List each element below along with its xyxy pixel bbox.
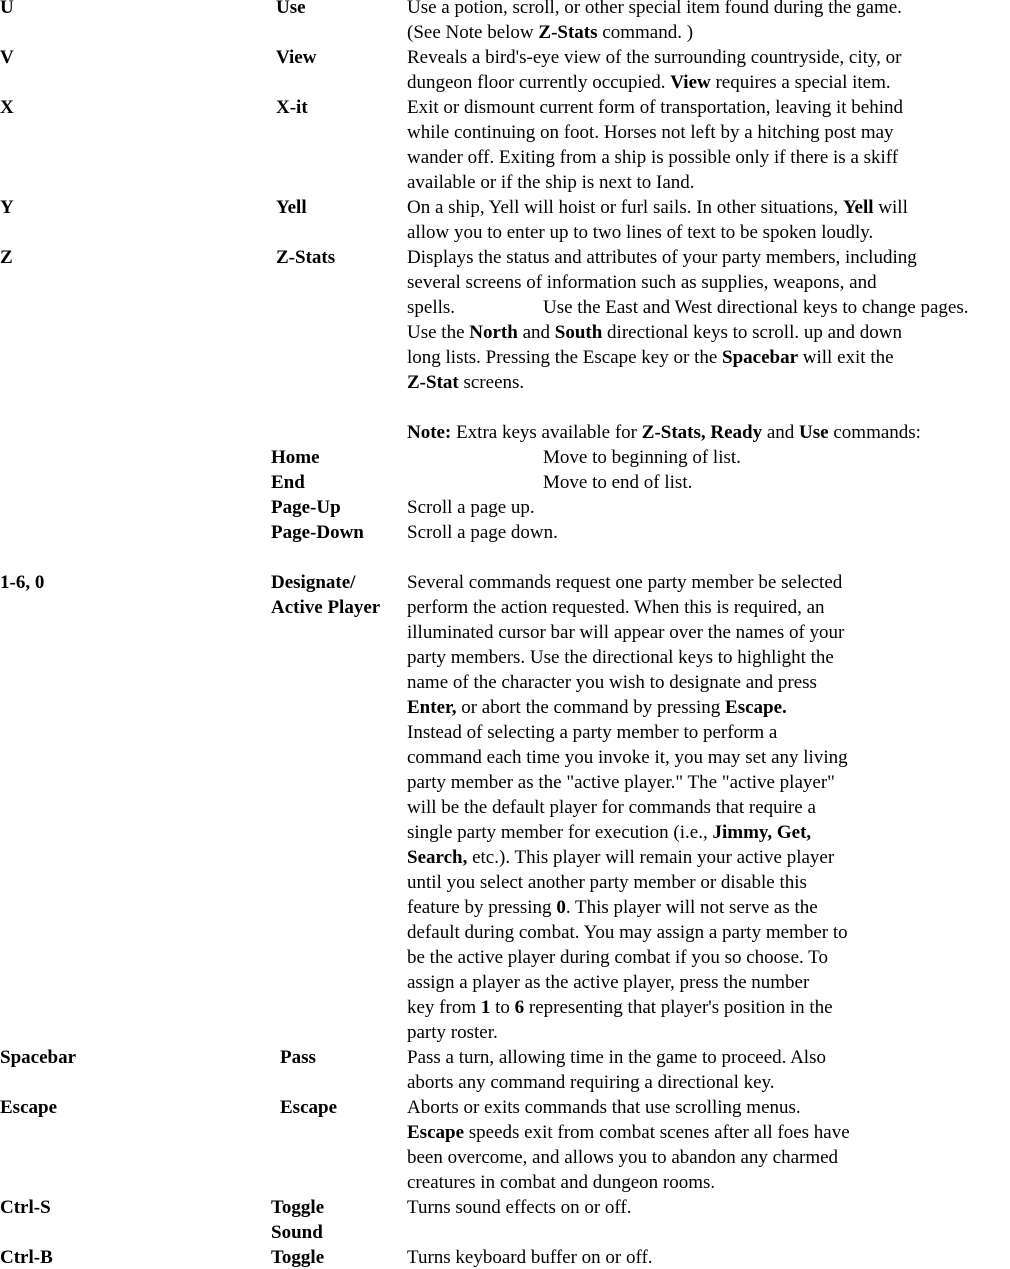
designate-desc-line: party member as the "active player." The "active player" bbox=[407, 772, 835, 793]
z-stats-desc-line: Use the East and West directional keys to change pages. bbox=[543, 297, 969, 318]
z-stats-desc-line: several screens of information such as supplies, weapons, and bbox=[407, 272, 877, 293]
key-page-down: Page-Down bbox=[271, 522, 364, 543]
designate-desc-line: party members. Use the directional keys to highlight the bbox=[407, 647, 834, 668]
view-desc-line: dungeon floor currently occupied. View requires a special item. bbox=[407, 72, 891, 93]
escape-desc-line: creatures in combat and dungeon rooms. bbox=[407, 1172, 716, 1193]
key-v: V bbox=[0, 47, 14, 68]
designate-desc-line: Several commands request one party member be selected bbox=[407, 572, 843, 593]
command-designate: Designate/ bbox=[271, 572, 356, 593]
designate-desc-line: illuminated cursor bar will appear over the names of your bbox=[407, 622, 845, 643]
command-escape: Escape bbox=[280, 1097, 337, 1118]
key-z: Z bbox=[0, 247, 13, 268]
designate-desc-line: party roster. bbox=[407, 1022, 498, 1043]
yell-desc-line: allow you to enter up to two lines of text to be spoken loudly. bbox=[407, 222, 874, 243]
command-x-it: X-it bbox=[276, 97, 308, 118]
view-desc-line: Reveals a bird's-eye view of the surrounding countryside, city, or bbox=[407, 47, 902, 68]
designate-desc-line: command each time you invoke it, you may set any living bbox=[407, 747, 848, 768]
use-desc-line: Use a potion, scroll, or other special item found during the game. bbox=[407, 0, 902, 18]
designate-desc-line: perform the action requested. When this is required, an bbox=[407, 597, 825, 618]
command-yell: Yell bbox=[276, 197, 307, 218]
x-it-desc-line: available or if the ship is next to Iand. bbox=[407, 172, 695, 193]
key-home: Home bbox=[271, 447, 320, 468]
key-escape: Escape bbox=[0, 1097, 57, 1118]
z-stats-desc-line: Z-Stat screens. bbox=[407, 372, 525, 393]
x-it-desc-line: wander off. Exiting from a ship is possible only if there is a skiff bbox=[407, 147, 899, 168]
key-y: Y bbox=[0, 197, 14, 218]
key-ctrl-b: Ctrl-B bbox=[0, 1247, 53, 1268]
designate-desc-line: be the active player during combat if you so choose. To bbox=[407, 947, 828, 968]
command-z-stats: Z-Stats bbox=[276, 247, 336, 268]
command-toggle-buffer: Toggle bbox=[271, 1247, 325, 1268]
key-spacebar: Spacebar bbox=[0, 1047, 76, 1068]
z-stats-desc-line: Use the North and South directional keys to scroll. up and down bbox=[407, 322, 903, 343]
command-use: Use bbox=[276, 0, 306, 18]
designate-desc-line: Instead of selecting a party member to perform a bbox=[407, 722, 778, 743]
command-pass: Pass bbox=[280, 1047, 316, 1068]
designate-desc-line: assign a player as the active player, press the number bbox=[407, 972, 810, 993]
page-up-desc: Scroll a page up. bbox=[407, 497, 535, 518]
designate-desc-line: single party member for execution (i.e., Jimmy, Get, bbox=[407, 822, 812, 843]
pass-desc-line: aborts any command requiring a directional key. bbox=[407, 1072, 775, 1093]
x-it-desc-line: while continuing on foot. Horses not left by a hitching post may bbox=[407, 122, 894, 143]
command-sound: Sound bbox=[271, 1222, 323, 1243]
designate-desc-line: Search, etc.). This player will remain your active player bbox=[407, 847, 835, 868]
designate-desc-line: will be the default player for commands that require a bbox=[407, 797, 816, 818]
designate-desc-line: Enter, or abort the command by pressing Escape. bbox=[407, 697, 787, 718]
command-view: View bbox=[276, 47, 317, 68]
escape-desc-line: been overcome, and allows you to abandon any charmed bbox=[407, 1147, 839, 1168]
escape-desc-line: Aborts or exits commands that use scrolling menus. bbox=[407, 1097, 801, 1118]
designate-desc-line: default during combat. You may assign a party member to bbox=[407, 922, 848, 943]
z-stats-desc-line: Displays the status and attributes of your party members, including bbox=[407, 247, 917, 268]
designate-desc-line: feature by pressing 0. This player will not serve as the bbox=[407, 897, 818, 918]
yell-desc-line: On a ship, Yell will hoist or furl sails. In other situations, Yell will bbox=[407, 197, 908, 218]
toggle-buffer-desc: Turns keyboard buffer on or off. bbox=[407, 1247, 653, 1268]
key-1-6-0: 1-6, 0 bbox=[0, 572, 45, 593]
key-x: X bbox=[0, 97, 14, 118]
page-down-desc: Scroll a page down. bbox=[407, 522, 558, 543]
designate-desc-line: name of the character you wish to designate and press bbox=[407, 672, 817, 693]
x-it-desc-line: Exit or dismount current form of transportation, leaving it behind bbox=[407, 97, 904, 118]
home-desc: Move to beginning of list. bbox=[543, 447, 741, 468]
z-stats-desc-line: long lists. Pressing the Escape key or the Spacebar will exit the bbox=[407, 347, 894, 368]
designate-desc-line: key from 1 to 6 representing that player's position in the bbox=[407, 997, 833, 1018]
z-stats-desc-line: spells. bbox=[407, 297, 456, 318]
extra-keys-note: Note: Extra keys available for Z-Stats, Ready and Use commands: bbox=[407, 422, 921, 443]
escape-desc-line: Escape speeds exit from combat scenes after all foes have bbox=[407, 1122, 850, 1143]
key-end: End bbox=[271, 472, 305, 493]
key-page-up: Page-Up bbox=[271, 497, 341, 518]
pass-desc-line: Pass a turn, allowing time in the game to proceed. Also bbox=[407, 1047, 826, 1068]
toggle-sound-desc: Turns sound effects on or off. bbox=[407, 1197, 632, 1218]
command-active-player: Active Player bbox=[271, 597, 381, 618]
key-ctrl-s: Ctrl-S bbox=[0, 1197, 51, 1218]
designate-desc-line: until you select another party member or disable this bbox=[407, 872, 807, 893]
command-toggle: Toggle bbox=[271, 1197, 325, 1218]
end-desc: Move to end of list. bbox=[543, 472, 693, 493]
key-u: U bbox=[0, 0, 14, 18]
use-desc-line: (See Note below Z-Stats command. ) bbox=[407, 22, 694, 43]
